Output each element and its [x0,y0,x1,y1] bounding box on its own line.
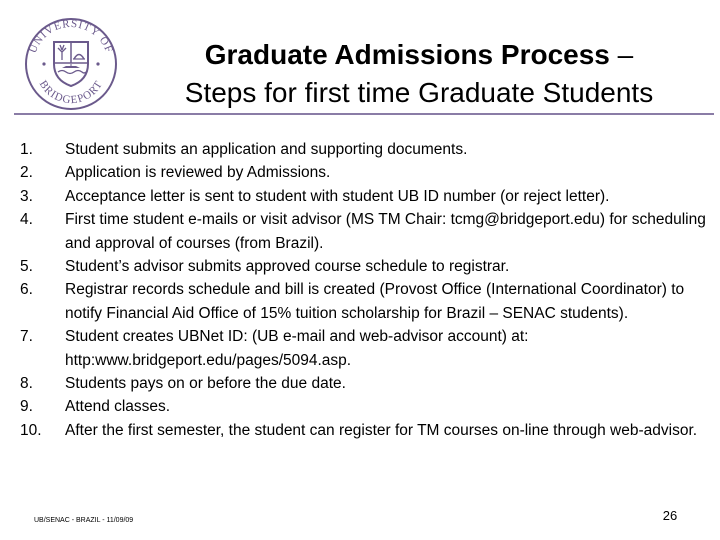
step-number: 1. [20,141,33,158]
step-text: Student submits an application and supporting documents. [65,141,468,158]
title-bold: Graduate Admissions Process [204,39,610,70]
footer-label: UB/SENAC - BRAZIL - 11/09/09 [34,517,134,524]
step-item [20,395,710,418]
step-item [20,278,710,325]
step-item [20,372,710,395]
step-number: 4. [20,211,33,229]
step-text: Application is reviewed by Admissions. [65,164,331,182]
step-item [20,419,710,442]
step-number: 10. [20,421,42,439]
title-line-1 [124,36,714,74]
step-text: Student creates UBNet ID: (UB e-mail and web-advisor account) at: http:www.bridgeport.edu/pages/5094.asp. [65,328,529,369]
step-item [20,138,710,161]
step-number: 2. [20,164,33,182]
step-text: Registrar records schedule and bill is created (Provost Office (International Coordinator) to notify Financial Aid Office of 15% tuition scholarship for Brazil – SENAC students). [65,281,685,322]
step-item [20,208,710,255]
step-text: First time student e-mails or visit advisor (MS TM Chair: tcmg@bridgeport.edu) for scheduling and approval of courses (from Brazil). [65,211,706,252]
step-item [20,325,710,372]
title-dash: – [609,39,634,70]
step-item [20,161,710,184]
steps-list [20,138,710,442]
seal-top-text: UNIVERSITY OF [26,17,116,55]
step-number: 5. [20,258,33,276]
step-text: Attend classes. [65,398,171,416]
title-divider [14,113,714,115]
step-number: 3. [20,187,33,205]
step-number: 9. [20,398,33,416]
step-item [20,255,710,278]
page-number: 26 [662,508,678,523]
step-number: 8. [20,375,33,393]
step-text: Acceptance letter is sent to student with student UB ID number (or reject letter). [65,187,610,205]
slide-title [124,36,714,112]
step-text: After the first semester, the student can register for TM courses on-line through web-advisor. [65,421,698,439]
step-text: Students pays on or before the due date. [65,375,346,393]
step-text: Student’s advisor submits approved course schedule to registrar. [65,258,510,276]
step-number: 6. [20,281,33,299]
seal-bottom-text: BRIDGEPORT [36,78,106,107]
university-seal-logo [20,14,122,110]
step-number: 7. [20,328,33,346]
step-item [20,185,710,208]
title-line-2: Steps for first time Graduate Students [184,77,654,108]
